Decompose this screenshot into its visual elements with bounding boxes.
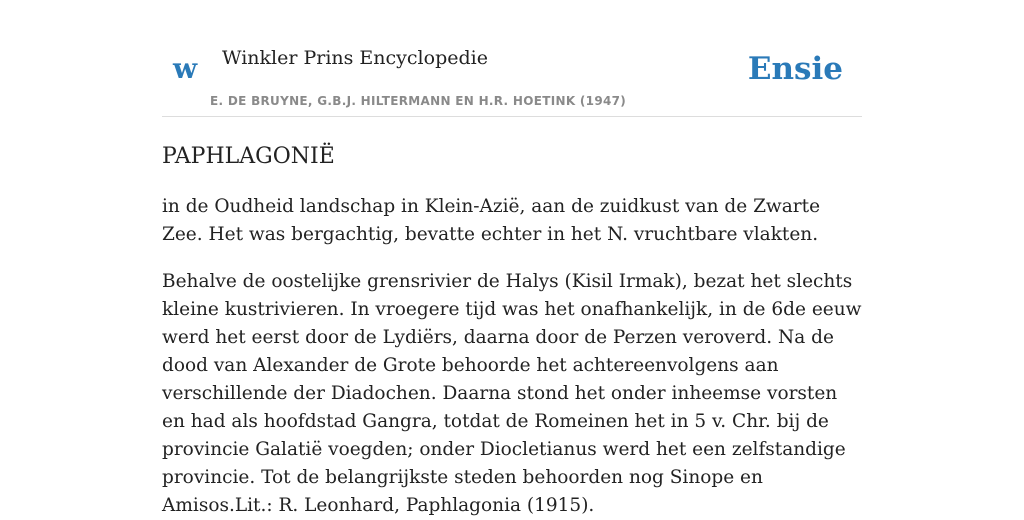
article-page: [162, 0, 862, 520]
source-title-link[interactable]: Winkler Prins Encyclopedie: [222, 47, 488, 69]
entry-paragraph-1: in de Oudheid landschap in Klein-Azië, aan de zuidkust van de Zwarte Zee. Het was bergachtig, bevatte echter in het N. vruchtbare vlakten.: [162, 196, 821, 245]
entry-title: PAPHLAGONIË: [162, 144, 335, 169]
source-header: [162, 0, 862, 117]
source-logo[interactable]: w: [173, 52, 198, 85]
entry-paragraph-2: Behalve de oostelijke grensrivier de Halys (Kisil Irmak), bezat het slechts kleine kustrivieren. In vroegere tijd was het onafhankelijk, in de 6de eeuw werd het eerst door de Lydiërs, daarna door de Perzen veroverd. Na de dood van Alexander de Grote behoorde het achtereenvolgens aan verschillende der Diadochen. Daarna stond het onder inheemse vorsten en had als hoofdstad Gangra, totdat de Romeinen het in 5 v. Chr. bij de provincie Galatië voegden; onder Diocletianus werd het een zelfstandige provincie. Tot de belangrijkste steden behoorden nog Sinope en Amisos.Lit.: R. Leonhard, Paphlagonia (1915).: [162, 271, 862, 516]
source-authors: E. DE BRUYNE, G.B.J. HILTERMANN EN H.R. HOETINK (1947): [210, 94, 627, 108]
ensie-brand-logo[interactable]: Ensie: [747, 51, 843, 87]
